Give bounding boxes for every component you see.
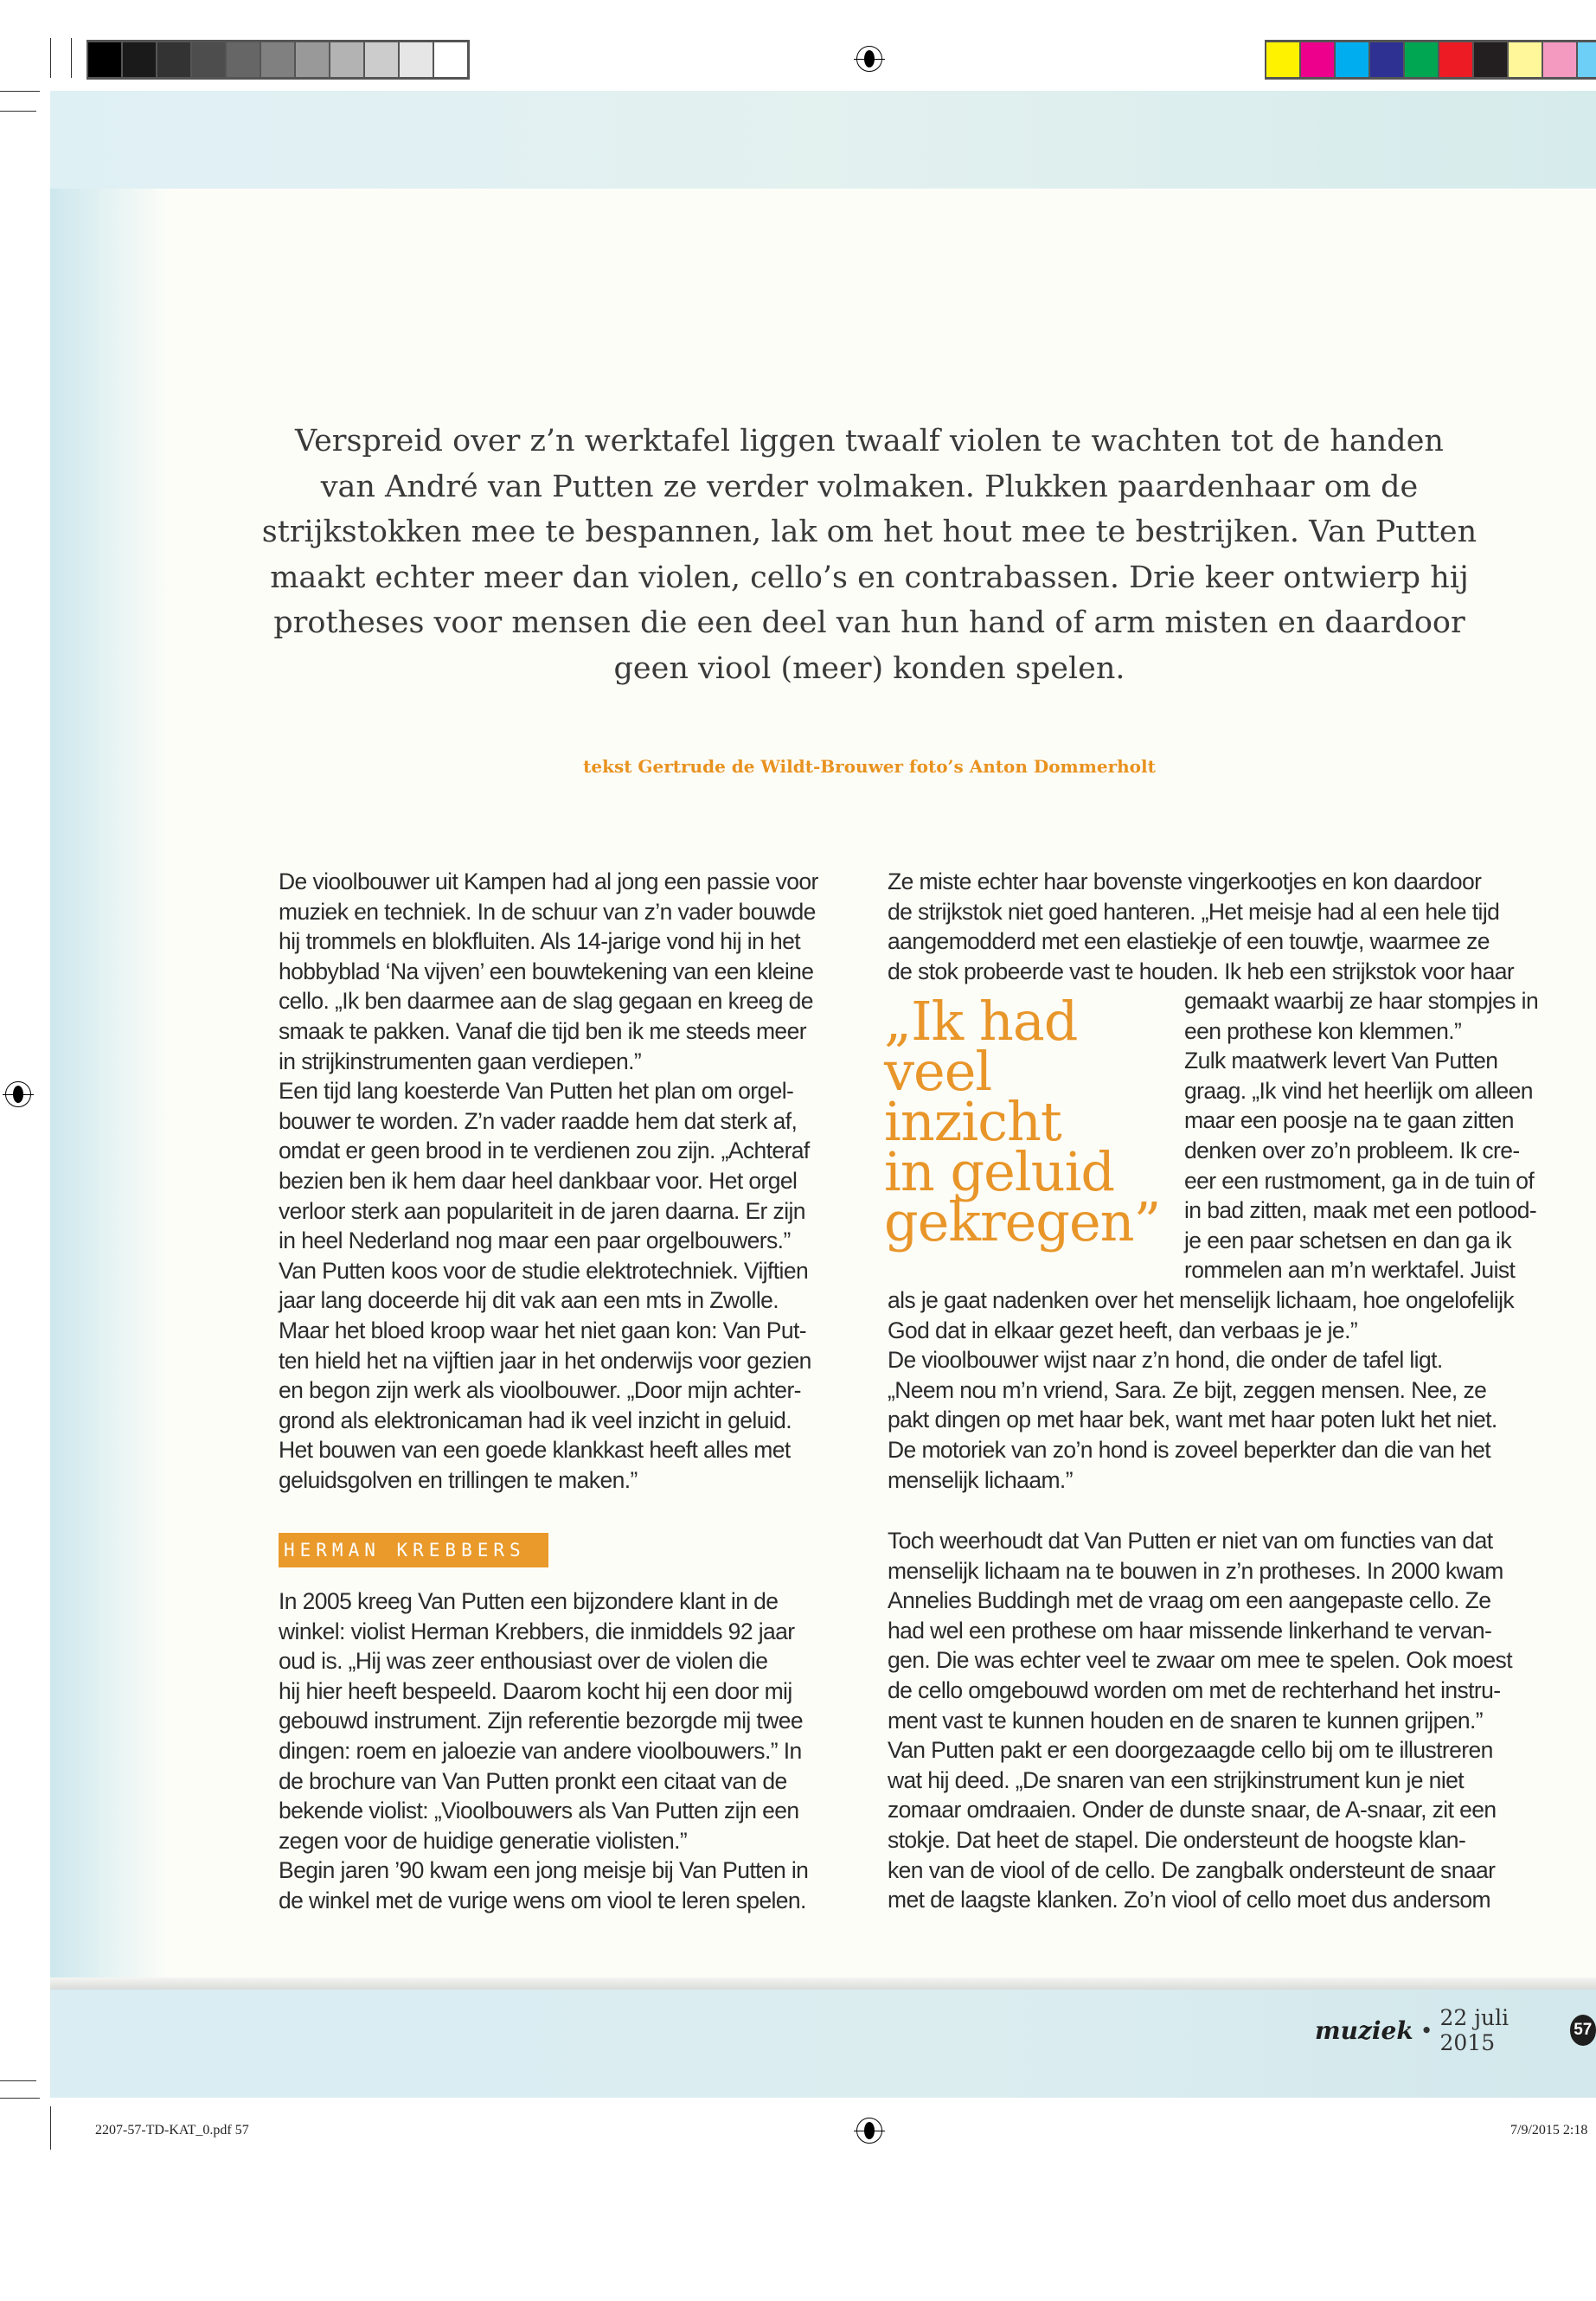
right-column-text-narrow xyxy=(1184,986,1538,1285)
color-swatch xyxy=(1299,42,1334,77)
right-column-text-top xyxy=(888,867,1514,986)
registration-mark-icon xyxy=(856,2118,882,2144)
text-line: rommelen aan m’n werktafel. Juist xyxy=(1184,1257,1516,1284)
text-line: een prothese kon klemmen.” xyxy=(1184,1017,1462,1044)
color-swatch xyxy=(1368,42,1403,77)
text-line: je een paar schetsen en dan ga ik xyxy=(1184,1227,1511,1253)
text-line: jaar lang doceerde hij dit vak aan een mts in Zwolle. xyxy=(279,1287,779,1314)
text-line: ten hield het na vijftien jaar in het onderwijs voor gezien xyxy=(279,1347,811,1374)
text-line: in bad zitten, maak met een potlood- xyxy=(1184,1197,1537,1224)
color-swatch xyxy=(433,42,467,77)
text-line: geen viool (meer) konden spelen. xyxy=(613,651,1125,686)
color-swatch xyxy=(1334,42,1368,77)
text-line: smaak te pakken. Vanaf die tijd ben ik me steeds meer xyxy=(279,1017,806,1044)
text-line: de brochure van Van Putten pronkt een citaat van de xyxy=(279,1767,787,1794)
text-line: Van Putten pakt er een doorgezaagde cello bij om te illustreren xyxy=(888,1737,1493,1764)
text-line: veel xyxy=(884,1040,992,1103)
text-line: God dat in elkaar gezet heeft, dan verbaas je je.” xyxy=(888,1317,1358,1343)
text-line: gemaakt waarbij ze haar stompjes in xyxy=(1184,988,1539,1014)
text-line: pakt dingen op met haar bek, want met haar poten lukt het niet. xyxy=(888,1407,1497,1433)
text-line: denken over zo’n probleem. Ik cre- xyxy=(1184,1137,1520,1163)
text-line: Maar het bloed kroop waar het niet gaan kon: Van Put- xyxy=(279,1317,806,1343)
color-swatch xyxy=(1542,42,1576,77)
text-line: Verspreid over z’n werktafel liggen twaalf violen te wachten tot de handen xyxy=(295,424,1444,458)
right-column-text-mid xyxy=(888,1285,1514,1495)
text-line: winkel: violist Herman Krebbers, die inmiddels 92 jaar xyxy=(279,1618,795,1644)
issue-date: 22 juli 2015 xyxy=(1439,2005,1509,2055)
text-line: Ze miste echter haar bovenste vingerkootjes en kon daardoor xyxy=(888,868,1482,894)
color-swatch xyxy=(1265,42,1299,77)
byline: tekst Gertrude de Wildt-Brouwer foto’s Anton Dommerholt xyxy=(583,756,1156,777)
color-swatch xyxy=(1472,42,1507,77)
text-line: Zulk maatwerk levert Van Putten xyxy=(1184,1048,1498,1074)
text-line: zegen voor de huidige generatie violisten.” xyxy=(279,1827,688,1854)
text-line: Annelies Buddingh met de vraag om een aangepaste cello. Ze xyxy=(888,1587,1491,1614)
color-calibration-bar xyxy=(1265,40,1596,80)
text-line: aangemodderd met een elastiekje of een touwtje, waarmee ze xyxy=(888,928,1490,955)
text-line: gen. Die was echter veel te zwaar om mee te spelen. Ook moest xyxy=(888,1647,1512,1674)
text-line: in geluid xyxy=(884,1140,1115,1203)
text-line: „Neem nou m’n vriend, Sara. Ze bijt, zeggen mensen. Nee, ze xyxy=(888,1376,1487,1403)
color-swatch xyxy=(1438,42,1472,77)
text-line: gebouwd instrument. Zijn referentie bezorgde mij twee xyxy=(279,1708,803,1734)
text-line: strijkstokken mee te bespannen, lak om het hout mee te bestrijken. Van Putten xyxy=(261,515,1477,549)
text-line: bekende violist: „Vioolbouwers als Van Putten zijn een xyxy=(279,1798,799,1824)
crop-mark xyxy=(0,91,40,92)
footer-separator: • xyxy=(1420,2017,1433,2043)
text-line: graag. „Ik vind het heerlijk om alleen xyxy=(1184,1077,1533,1104)
text-line: ment vast te kunnen houden en de snaren te kunnen grijpen.” xyxy=(888,1707,1483,1734)
slug-filename: 2207-57-TD-KAT_0.pdf 57 xyxy=(95,2123,249,2138)
text-line: oud is. „Hij was zeer enthousiast over de violen die xyxy=(279,1648,768,1675)
text-line: Van Putten koos voor de studie elektrotechniek. Vijftien xyxy=(279,1257,809,1284)
crop-mark xyxy=(0,2080,36,2081)
color-swatch xyxy=(1507,42,1542,77)
text-line: als je gaat nadenken over het menselijk lichaam, hoe ongelofelijk xyxy=(888,1287,1515,1313)
text-line: wat hij deed. „De snaren van een strijkinstrument kun je niet xyxy=(888,1766,1465,1793)
crop-mark xyxy=(71,38,72,78)
color-swatch xyxy=(121,42,156,77)
left-column-text xyxy=(279,867,818,1495)
text-line: met de laagste klanken. Zo’n viool of cello moet dus andersom xyxy=(888,1887,1490,1913)
page-number: 57 xyxy=(1570,2015,1596,2046)
text-line: bouwer te worden. Z’n vader raadde hem dat sterk af, xyxy=(279,1107,798,1134)
magazine-name: muziek xyxy=(1315,2016,1413,2045)
text-line: Het bouwen van een goede klankkast heeft alles met xyxy=(279,1437,791,1464)
right-column-text-bottom xyxy=(888,1526,1512,1915)
color-swatch xyxy=(363,42,398,77)
section-heading: HERMAN KREBBERS xyxy=(279,1533,548,1567)
text-line: maakt echter meer dan violen, cello’s en contrabassen. Drie keer ontwierp hij xyxy=(270,560,1469,595)
text-line: grond als elektronicaman had ik veel inzicht in geluid. xyxy=(279,1407,792,1433)
page-edge-shadow xyxy=(50,1977,1596,1990)
text-line: zomaar omdraaien. Onder de dunste snaar, de A-snaar, zit een xyxy=(888,1797,1497,1823)
text-line: cello. „Ik ben daarmee aan de slag gegaan en kreeg de xyxy=(279,988,813,1015)
text-line: hobbyblad ‘Na vijven’ een bouwtekening van een kleine xyxy=(279,958,814,984)
color-swatch xyxy=(294,42,329,77)
text-line: en begon zijn werk als vioolbouwer. „Door mijn achter- xyxy=(279,1377,801,1404)
crop-mark xyxy=(0,111,36,112)
text-line: dingen: roem en jaloezie van andere vioolbouwers.” In xyxy=(279,1737,802,1764)
text-line: de strijkstok niet goed hanteren. „Het meisje had al een hele tijd xyxy=(888,898,1500,925)
text-line: omdat er geen brood in te verdienen zou zijn. „Achteraf xyxy=(279,1138,810,1164)
color-swatch xyxy=(156,42,190,77)
color-swatch xyxy=(225,42,260,77)
text-line: De motoriek van zo’n hond is zoveel beperkter dan die van het xyxy=(888,1436,1491,1463)
color-swatch xyxy=(190,42,225,77)
text-line: protheses voor mensen die een deel van hun hand of arm misten en daardoor xyxy=(273,606,1465,640)
text-line: in strijkinstrumenten gaan verdiepen.” xyxy=(279,1048,642,1074)
grayscale-calibration-bar xyxy=(87,40,470,80)
text-line: geluidsgolven en trillingen te maken.” xyxy=(279,1466,638,1493)
text-line: in heel Nederland nog maar een paar orgelbouwers.” xyxy=(279,1227,791,1254)
crop-mark xyxy=(0,2098,40,2099)
text-line: de cello omgebouwd worden om met de rechterhand het instru- xyxy=(888,1676,1501,1703)
color-swatch xyxy=(87,42,121,77)
text-line: Begin jaren ’90 kwam een jong meisje bij Van Putten in xyxy=(279,1857,809,1884)
text-line: gekregen” xyxy=(884,1190,1161,1253)
text-line: „Ik had xyxy=(884,990,1078,1053)
text-line: verloor sterk aan populariteit in de jaren daarna. Er zijn xyxy=(279,1197,805,1224)
left-column-text-2 xyxy=(279,1586,808,1916)
text-line: stokje. Dat heet de stapel. Die ondersteunt de hoogste klan- xyxy=(888,1826,1466,1853)
color-swatch xyxy=(398,42,433,77)
color-swatch xyxy=(1576,42,1596,77)
text-line: de stok probeerde vast te houden. Ik heb een strijkstok voor haar xyxy=(888,958,1515,984)
text-line: hij hier heeft bespeeld. Daarom kocht hij een door mij xyxy=(279,1677,792,1704)
crop-mark xyxy=(50,2106,51,2150)
text-line: De vioolbouwer wijst naar z’n hond, die onder de tafel ligt. xyxy=(888,1347,1443,1374)
text-line: Toch weerhoudt dat Van Putten er niet van om functies van dat xyxy=(888,1528,1493,1554)
text-line: menselijk lichaam.” xyxy=(888,1466,1073,1493)
page-footer xyxy=(1315,2005,1596,2055)
registration-mark-icon xyxy=(856,46,882,72)
text-line: In 2005 kreeg Van Putten een bijzondere klant in de xyxy=(279,1588,779,1614)
text-line: eer een rustmoment, ga in de tuin of xyxy=(1184,1167,1535,1194)
color-swatch xyxy=(260,42,294,77)
crop-mark xyxy=(50,38,51,78)
text-line: van André van Putten ze verder volmaken. Plukken paardenhaar om de xyxy=(320,469,1419,504)
slug-timestamp: 7/9/2015 2:18 xyxy=(1510,2123,1588,2138)
text-line: de winkel met de vurige wens om viool te leren spelen. xyxy=(279,1887,806,1913)
article-intro xyxy=(242,419,1497,691)
text-line: inzicht xyxy=(884,1090,1061,1153)
text-line: maar een poosje na te gaan zitten xyxy=(1184,1107,1514,1134)
text-line: De vioolbouwer uit Kampen had al jong een passie voor xyxy=(279,868,818,894)
text-line: bezien ben ik hem daar heel dankbaar voor. Het orgel xyxy=(279,1167,798,1194)
text-line: ken van de viool of de cello. De zangbalk ondersteunt de snaar xyxy=(888,1856,1496,1883)
registration-mark-icon xyxy=(5,1081,31,1107)
color-swatch xyxy=(329,42,363,77)
text-line: Een tijd lang koesterde Van Putten het plan om orgel- xyxy=(279,1078,794,1105)
text-line: had wel een prothese om haar missende linkerhand te vervan- xyxy=(888,1617,1492,1644)
pull-quote xyxy=(884,990,1161,1253)
text-line: menselijk lichaam na te bouwen in z’n protheses. In 2000 kwam xyxy=(888,1557,1503,1584)
text-line: hij trommels en blokfluiten. Als 14-jarige vond hij in het xyxy=(279,928,800,955)
header-texture-band xyxy=(50,91,1596,189)
text-line: muziek en techniek. In de schuur van z’n vader bouwde xyxy=(279,898,816,925)
left-gradient-strip xyxy=(50,189,171,1981)
color-swatch xyxy=(1403,42,1438,77)
